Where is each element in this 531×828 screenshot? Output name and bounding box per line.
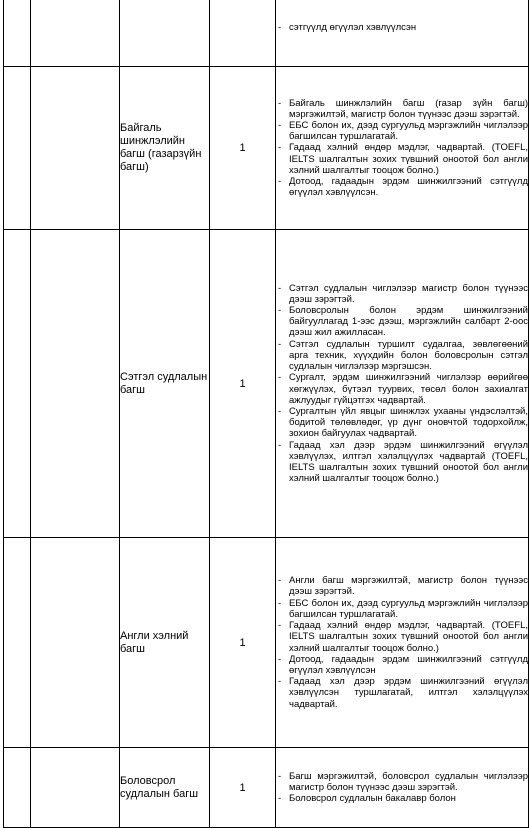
empty-cell	[31, 0, 120, 67]
requirements-cell	[276, 67, 529, 230]
requirement-item: - Дотоод, гадаадын эрдэм шинжилгээний сэтгүүлд өгүүлэл хэвлүүлсэн	[276, 654, 528, 676]
empty-cell	[31, 67, 120, 230]
table-row	[4, 230, 529, 538]
row-number-cell	[4, 67, 31, 230]
position-title: Сэтгэл судлалын багш	[120, 230, 210, 538]
empty-cell	[31, 748, 120, 828]
vacancy-table	[3, 0, 529, 828]
empty-cell	[31, 538, 120, 748]
requirement-item: - Гадаад хэл дээр эрдэм шинжилгээний өгүүлэл хэвлүүлэх, илтгэл хэлэлцүүлэх чадвартай (TOEFL, IELTS шалгалтын зохих түвшний оноотой бол англи хэлний шалгалтыг тооцож болно.)	[276, 440, 528, 485]
position-title: Боловсрол судлалын багш	[120, 748, 210, 828]
row-number-cell	[4, 230, 31, 538]
vacancy-table-body	[4, 0, 529, 828]
requirement-item: - ЕБС болон их, дээд сургуульд мэргэжлийн чиглэлээр багшилсан туршлагатай.	[276, 120, 528, 142]
row-number-cell	[4, 0, 31, 67]
requirement-item: - Сургалтын үйл явцыг шинжлэх ухааны үндэслэлтэй, бодитой төлөвлөдөг, үр дүнг оновчтой тодорхойлж, зохион байгуулах чадвартай.	[276, 406, 528, 440]
requirement-item: - Багш мэргэжилтэй, боловсрол судлалын чиглэлээр магистр болон түүнээс дээш зэрэгтэй.	[276, 771, 528, 793]
requirement-item: - Англи багш мэргэжилтэй, магистр болон түүнээс дээш зэрэгтэй.	[276, 575, 528, 597]
table-row	[4, 0, 529, 67]
requirements-list	[276, 575, 528, 709]
requirement-item: - Дотоод, гадаадын эрдэм шинжилгээний сэтгүүлд өгүүлэл хэвлүүлсэн.	[276, 176, 528, 198]
requirements-cell	[276, 230, 529, 538]
requirements-cell	[276, 538, 529, 748]
requirement-item: - Байгаль шинжлэлийн багш (газар зүйн багш) мэргэжилтэй, магистр болон түүнээс дээш зэрэгтэй.	[276, 98, 528, 120]
requirement-item: - Гадаад хэл дээр эрдэм шинжилгээний өгүүлэл хэвлүүлсэн туршлагатай, илтгэл хэлэлцүүлэх чадвартай.	[276, 676, 528, 710]
row-number-cell	[4, 748, 31, 828]
position-title	[120, 0, 210, 67]
requirement-item: - Сэтгэл судлалын туршилт судалгаа, зөвлөгөөний арга техник, хүүхдийн болон боловсролын сэтгэл судлалын чиглэлээр мэргэшсэн.	[276, 339, 528, 373]
vacancy-count: 1	[210, 67, 276, 230]
requirements-list	[276, 22, 528, 33]
requirement-item: - Сургалт, эрдэм шинжилгээний чиглэлээр өөрийгөө хөгжүүлэх, бүтээл туурвих, төсөл болон захиалгат ажлуудыг гүйцэтгэх чадвартай.	[276, 372, 528, 406]
requirement-item: - сэтгүүлд өгүүлэл хэвлүүлсэн	[276, 22, 528, 33]
vacancy-count: 1	[210, 748, 276, 828]
requirements-cell	[276, 0, 529, 67]
table-row	[4, 538, 529, 748]
requirement-item: - Боловсролын болон эрдэм шинжилгээний байгууллагад 1-ээс дээш, мэргэжлийн салбарт 2-оос дээш жил ажилласан.	[276, 305, 528, 339]
table-row	[4, 748, 529, 828]
position-title: Байгаль шинжлэлийн багш (газарзүйн багш)	[120, 67, 210, 230]
vacancy-count: 1	[210, 538, 276, 748]
requirement-item: - Гадаад хэлний өндөр мэдлэг, чадвартай. (TOEFL, IELTS шалгалтын зохих түвшний оноотой бол англи хэлний шалгалтыг тооцож болно.)	[276, 620, 528, 654]
requirements-list	[276, 283, 528, 485]
requirement-item: - Боловсрол судлалын бакалавр болон	[276, 793, 528, 804]
position-title: Англи хэлний багш	[120, 538, 210, 748]
row-number-cell	[4, 538, 31, 748]
empty-cell	[31, 230, 120, 538]
requirements-cell	[276, 748, 529, 828]
requirement-item: - ЕБС болон их, дээд сургуульд мэргэжлийн чиглэлээр багшилсан туршлагатай.	[276, 598, 528, 620]
table-row	[4, 67, 529, 230]
vacancy-count: 1	[210, 230, 276, 538]
requirement-item: - Сэтгэл судлалын чиглэлээр магистр болон түүнээс дээш зэрэгтэй.	[276, 283, 528, 305]
requirement-item: - Гадаад хэлний өндөр мэдлэг, чадвартай. (TOEFL, IELTS шалгалтын зохих түвшний оноотой бол англи хэлний шалгалтыг тооцож болно.)	[276, 142, 528, 176]
vacancy-count	[210, 0, 276, 67]
requirements-list	[276, 98, 528, 199]
requirements-list	[276, 771, 528, 805]
